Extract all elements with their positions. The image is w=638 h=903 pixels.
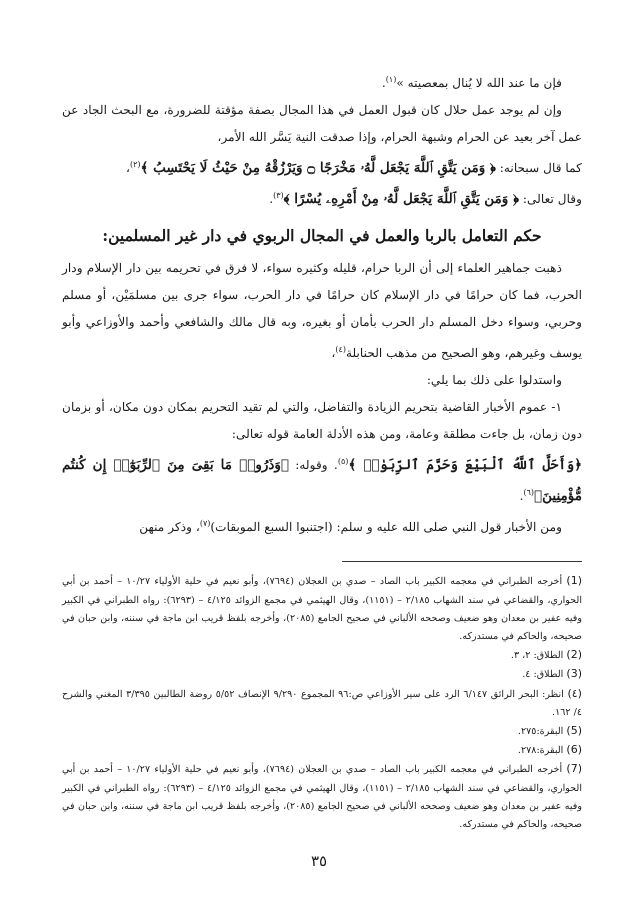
paragraph-8-end: . xyxy=(519,489,524,504)
paragraph-8-mid: . وقوله: xyxy=(295,458,338,473)
paragraph-1 xyxy=(62,66,582,97)
paragraph-3-lead: كما قال سبحانه: xyxy=(499,161,582,176)
footnote-number: (2) xyxy=(566,648,582,662)
paragraph-9 xyxy=(62,510,582,541)
footnote-ref-6[interactable]: (٦) xyxy=(523,488,535,498)
paragraph-5-text: ذهبت جماهير العلماء إلى أن الربا حرام، قليله وكثيره سواء، لا فرق في تحريمه بين دار الإسلام ودار الحرب، فما كان حرامًا في دار الإسلام كان حرامًا في دار الحرب، سواء جرى بين مسلمَيْن، أو مسلم وحربي، وسواء دخل المسلم دار الحرب بأمان أو بغيره، وبه قال مالك والشافعي وأحمد والأوزاعي وأبو يوسف وغيرهم، وهو الصحيح من مذهب الحنابلة xyxy=(62,261,582,361)
section-heading: حكم التعامل بالربا والعمل في المجال الربوي في دار غير المسلمين: xyxy=(102,226,542,246)
page-content xyxy=(62,66,582,834)
footnote-5 xyxy=(62,722,582,741)
footnote-ref-4[interactable]: (٤) xyxy=(335,345,346,355)
paragraph-2 xyxy=(62,97,582,151)
quran-verse-2: ﴿ وَمَن يَتَّقِ ٱللَّهَ يَجْعَل لَّهُۥ مِنْ أَمْرِهِۦ يُسْرًا ﴾ xyxy=(283,191,519,208)
paragraph-4-end: . xyxy=(269,192,274,207)
footnote-ref-2[interactable]: (٢) xyxy=(129,160,141,170)
footnote-separator xyxy=(342,561,582,562)
paragraph-8 xyxy=(62,448,582,510)
footnote-text: الطلاق: ٤. xyxy=(522,669,564,681)
paragraph-4-lead: وقال تعالى: xyxy=(522,192,582,207)
footnote-number: (٤) xyxy=(567,686,582,700)
quran-verse-3: ﴿وَأَحَلَّ ٱللَّهُ ٱلْبَيْعَ وَحَرَّمَ ٱلرِّبَوٰا۟ ﴾ xyxy=(348,457,583,474)
page-number: ٣٥ xyxy=(310,852,328,870)
footnote-2 xyxy=(62,646,582,665)
footnote-text: البقرة:٢٧٨. xyxy=(517,745,564,757)
paragraph-2-text: وإن لم يوجد عمل حلال كان قبول العمل في هذا المجال بصفة مؤقتة للضرورة، مع البحث الجاد عن عمل آخر بعيد عن الحرام وشبهة الحرام، وإذا صدقت النية يَسَّر الله الأمر، xyxy=(62,103,582,145)
footnote-4 xyxy=(62,685,582,722)
footnote-text: انظر: البحر الرائق ٦/١٤٧ الرد على سير الأوزاعي ص:٩٦ المجموع ٩/٢٩٠ الإنصاف ٥/٥٢ روضة الطالبين ٣/٣٩٥ المغني والشرح ٤/ ١٦٢. xyxy=(62,688,582,718)
footnote-1 xyxy=(62,572,582,646)
paragraph-9-text: ومن الأخبار قول النبي صلى الله عليه و سلم: (اجتنبوا السبع الموبقات) xyxy=(210,520,562,535)
quran-verse-1: ﴿ وَمَن يَتَّقِ ٱللَّهَ يَجْعَل لَّهُۥ مَخْرَجًا ۝ وَيَرْزُقْهُ مِنْ حَيْثُ لَا يَحْتَسِبُ ﴾ xyxy=(140,160,496,177)
paragraph-5 xyxy=(62,255,582,367)
footnote-number: (5) xyxy=(566,724,582,738)
paragraph-1-text: فإن ما عند الله لا يُنال بمعصيته » xyxy=(396,76,562,91)
footnote-7 xyxy=(62,760,582,834)
paragraph-4 xyxy=(62,182,582,213)
footnote-number: (3) xyxy=(566,667,582,681)
footnote-ref-3[interactable]: (٣) xyxy=(273,191,284,201)
footnote-number: (7) xyxy=(566,762,582,776)
footnote-number: (1) xyxy=(566,574,582,588)
paragraph-1-end: . xyxy=(381,76,386,91)
paragraph-6: واستدلوا على ذلك بما يلي: xyxy=(426,373,562,388)
footnote-text: البقرة:٢٧٥. xyxy=(517,726,564,738)
paragraph-7: ١- عموم الأخبار القاضية بتحريم الزيادة والتفاضل، والتي لم تقيد التحريم بمكان دون مكان، أو بزمان دون زمان، بل جاءت مطلقة وعامة، ومن هذه الأدلة العامة قوله تعالى: xyxy=(62,400,582,442)
footnote-text: أخرجه الطبراني في معجمه الكبير باب الصاد – صدي بن العجلان (٧٦٩٤)، وأبو نعيم في حلية الأولياء ١٠/٢٧ – أحمد بن أبي الحواري، والقضاعي في سند الشهاب ٢/١٨٥ – (١١٥١)، وقال الهيثمي في مجمع الزوائد ٤/١٢٥ – (٦٢٩٣): رواه الطبراني في الكبير وفيه عفير بن معدان وهو ضعيف وصححه الألباني في صحيح الجامع (٢٠٨٥)، وأخرجه بلفظ قريب ابن ماجة في سننه، وابن حبان في صحيحه، والحاكم في مستدركه. xyxy=(62,764,583,831)
quran-verse-4: ﴿وَذَرُوا۟ مَا بَقِىَ مِنَ ٱلرِّبَوٰٓا۟ إِن كُنتُم مُّؤْمِنِينَ﴾ xyxy=(62,457,582,505)
footnote-ref-5[interactable]: (٥) xyxy=(337,457,349,467)
footnote-3 xyxy=(62,665,582,684)
footnote-text: أخرجه الطبراني في معجمه الكبير باب الصاد – صدي بن العجلان (٧٦٩٤)، وأبو نعيم في حلية الأولياء ١٠/٢٧ – أحمد بن أبي الحواري، والقضاعي في سند الشهاب ٢/١٨٥ – (١١٥١)، وقال الهيثمي في مجمع الزوائد ٤/١٢٥ – (٦٢٩٣): رواه الطبراني في الكبير وفيه عفير بن معدان وهو ضعيف وصححه الألباني في صحيح الجامع (٢٠٨٥)، وأخرجه بلفظ قريب ابن ماجة في سننه، وابن حبان في صحيحه، والحاكم في مستدركه. xyxy=(62,576,583,643)
paragraph-9-end: ، وذكر منهن xyxy=(139,520,200,535)
footnote-ref-7[interactable]: (٧) xyxy=(199,519,211,529)
footnote-6 xyxy=(62,741,582,760)
footnote-text: الطلاق: ٢، ٣. xyxy=(510,650,564,662)
paragraph-3-end: ، xyxy=(126,161,130,176)
footnote-ref-1[interactable]: (١) xyxy=(385,75,397,84)
footnotes xyxy=(62,572,582,834)
paragraph-5-end: ، xyxy=(331,346,336,361)
paragraph-3 xyxy=(62,151,582,182)
footnote-number: (6) xyxy=(566,743,582,757)
